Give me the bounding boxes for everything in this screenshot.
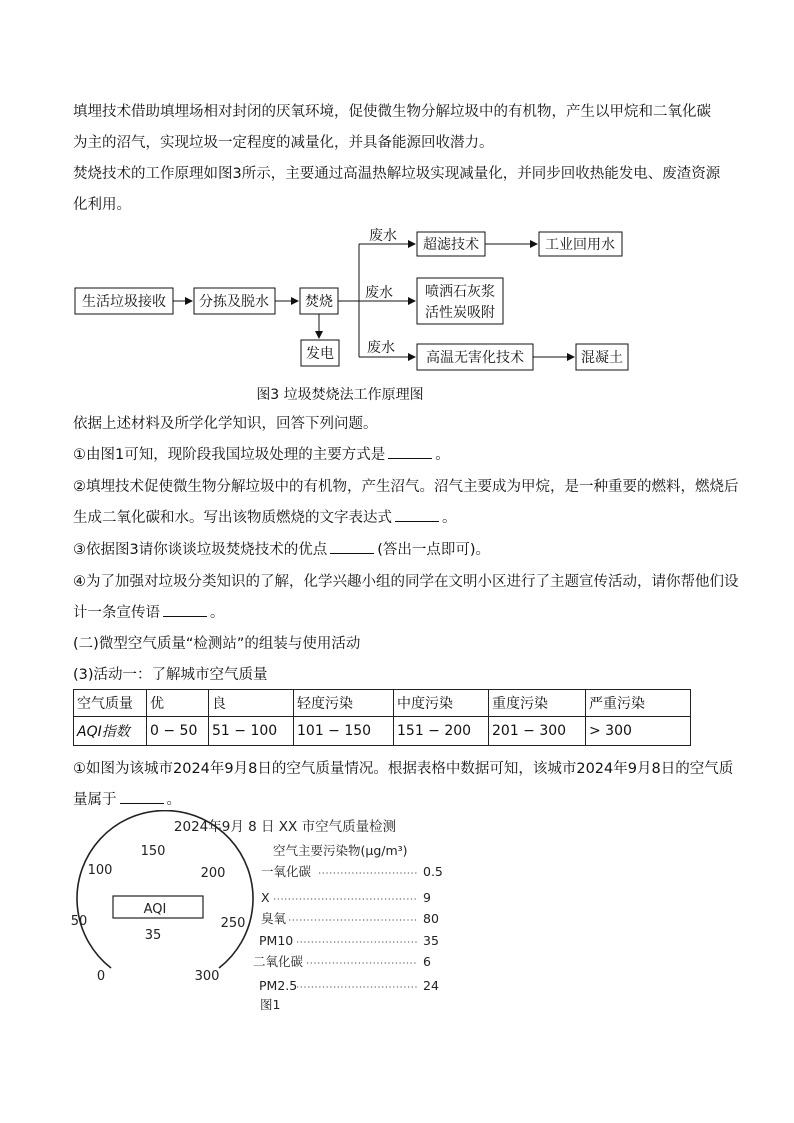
pollutant-name: PM2.5	[259, 978, 298, 993]
node-concrete: 混凝土	[581, 350, 623, 366]
pollutant-value: 80	[423, 911, 439, 926]
gauge-tick-150: 150	[140, 844, 166, 859]
node-burn: 焚烧	[305, 294, 333, 310]
figure1-caption: 图1	[260, 997, 281, 1012]
gauge-tick-250: 250	[220, 916, 246, 931]
pollutant-value: 6	[423, 954, 431, 969]
table-cell: AQI指数	[74, 717, 147, 746]
table-cell: 重度污染	[489, 690, 586, 717]
table-cell: 空气质量	[74, 690, 147, 717]
pollutant-value: 0.5	[423, 864, 443, 879]
activity-1-heading: (3)活动一：了解城市空气质量	[73, 667, 268, 683]
questions-intro: 依据上述材料及所学化学知识，回答下列问题。	[73, 416, 378, 432]
table-cell: 良	[209, 690, 294, 717]
figure1-title: 2024年9月 8 日 XX 市空气质量检测	[173, 819, 397, 835]
node-power: 发电	[306, 346, 334, 362]
table-cell: 151 − 200	[394, 717, 489, 746]
paragraph-incineration: 焚烧技术的工作原理如图3所示，主要通过高温热解垃圾实现减量化，并同步回收热能发电、废渣资源化利用。	[73, 166, 721, 213]
answer-blank[interactable]	[395, 507, 439, 522]
answer-blank[interactable]	[330, 539, 374, 554]
node-sort: 分拣及脱水	[199, 294, 269, 310]
question-4-line-1: ④为了加强对垃圾分类知识的了解，化学兴趣小组的同学在文明小区进行了主题宣传活动，请你帮他们设	[73, 574, 739, 590]
table-cell: 优	[147, 690, 209, 717]
figure3-caption: 图3 垃圾焚烧法工作原理图	[256, 387, 424, 403]
question-4-line-2: 计一条宣传语 。	[73, 601, 225, 622]
gauge-tick-300: 300	[194, 969, 220, 984]
section-2-heading: (二)微型空气质量“检测站”的组装与使用活动	[73, 636, 361, 652]
pollutant-value: 35	[423, 933, 439, 948]
paragraph-landfill: 填埋技术借助填埋场相对封闭的厌氧环境，促使微生物分解垃圾中的有机物，产生以甲烷和二氧化碳为主的沼气，实现垃圾一定程度的减量化，并具备能源回收潜力。	[73, 104, 711, 151]
table-row	[74, 717, 691, 746]
pollutant-name: 一氧化碳	[261, 864, 312, 879]
node-collect: 生活垃圾接收	[82, 294, 166, 310]
question-2-line-1: ②填埋技术促使微生物分解垃圾中的有机物，产生沼气。沼气主要成为甲烷，是一种重要的燃料，燃烧后	[73, 479, 739, 495]
gauge-tick-200: 200	[200, 866, 226, 881]
pollutant-value: 9	[423, 890, 431, 905]
gauge-tick-0: 0	[96, 969, 106, 984]
node-industrial-water: 工业回用水	[545, 237, 615, 253]
table-cell: > 300	[586, 717, 691, 746]
question-2-line-2: 生成二氧化碳和水。写出该物质燃烧的文字表达式 。	[73, 506, 457, 527]
answer-blank[interactable]	[163, 602, 207, 617]
table-cell: 严重污染	[586, 690, 691, 717]
table-header-row	[74, 690, 691, 717]
table-cell: 201 − 300	[489, 717, 586, 746]
pollutant-name: X	[261, 890, 270, 905]
pollutant-name: 二氧化碳	[253, 954, 304, 969]
aqi-label: AQI	[143, 902, 167, 917]
node-high-temp: 高温无害化技术	[426, 350, 524, 366]
pollutant-name: 臭氧	[261, 911, 287, 926]
table-cell: 101 − 150	[294, 717, 394, 746]
table-cell: 51 − 100	[209, 717, 294, 746]
edge-label-wastewater: 废水	[369, 228, 397, 244]
edge-label-wastewater: 废水	[367, 340, 395, 356]
answer-blank[interactable]	[388, 444, 432, 459]
pollutant-name: PM10	[259, 933, 294, 948]
aqi-table	[73, 689, 691, 746]
gauge-tick-50: 50	[70, 914, 88, 929]
aqi-value: 35	[144, 928, 162, 943]
node-ultrafiltration: 超滤技术	[423, 237, 479, 253]
answer-blank[interactable]	[120, 789, 164, 804]
table-cell: 中度污染	[394, 690, 489, 717]
question-5-line-1: ①如图为该城市2024年9月8日的空气质量情况。根据表格中数据可知，该城市2024年9月8日的空气质	[73, 761, 734, 777]
pollutant-header: 空气主要污染物(μg/m³)	[273, 843, 408, 858]
edge-label-wastewater: 废水	[365, 285, 393, 301]
table-cell: 0 − 50	[147, 717, 209, 746]
node-spray-lime: 喷洒石灰浆	[425, 284, 495, 300]
question-3: ③依据图3请你谈谈垃圾焚烧技术的优点 (答出一点即可)。	[73, 538, 490, 559]
gauge-tick-100: 100	[87, 863, 113, 878]
table-cell: 轻度污染	[294, 690, 394, 717]
question-5-line-2: 量属于 。	[73, 788, 181, 809]
node-carbon-adsorb: 活性炭吸附	[425, 305, 495, 321]
pollutant-value: 24	[423, 978, 439, 993]
incineration-flowchart	[0, 0, 794, 410]
question-1: ①由图1可知，现阶段我国垃圾处理的主要方式是 。	[73, 443, 450, 464]
figure1-air-quality	[0, 810, 794, 1020]
